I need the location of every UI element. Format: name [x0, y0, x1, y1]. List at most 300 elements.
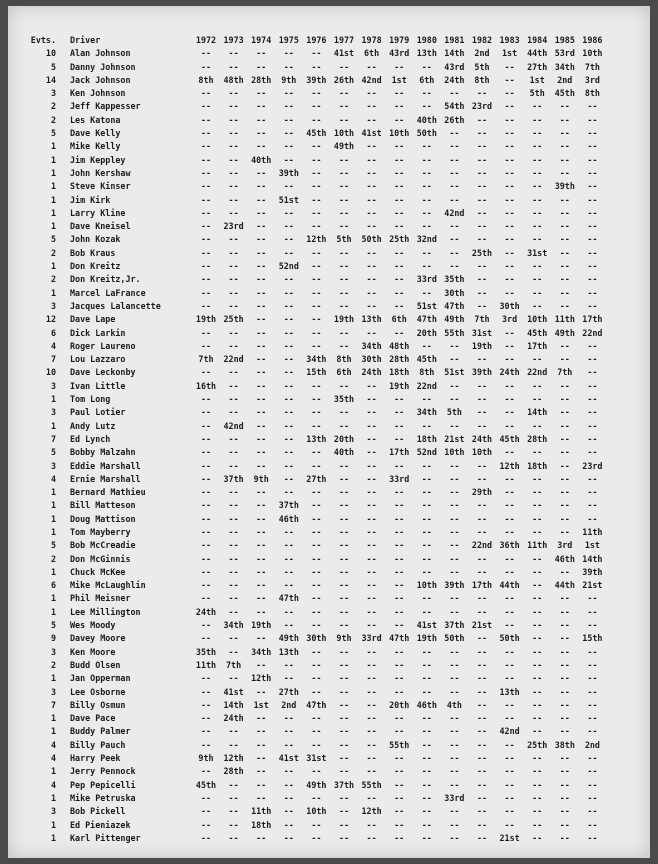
result-cell: -- — [421, 394, 432, 405]
result-cell: -- — [449, 606, 460, 617]
result-cell: -- — [338, 460, 350, 471]
result-cell: -- — [311, 606, 322, 617]
result-cell: -- — [200, 540, 212, 551]
result-cell: -- — [283, 314, 294, 325]
result-cell: -- — [256, 61, 267, 72]
result-cell: -- — [449, 420, 460, 431]
result-cell: -- — [256, 48, 267, 59]
result-cell: 19th — [471, 340, 493, 351]
result-cell: 49th — [306, 779, 327, 790]
result-cell: 42nd — [499, 726, 520, 737]
result-cell: 25th — [389, 234, 410, 245]
result-cell: -- — [283, 128, 294, 139]
result-cell: -- — [504, 713, 515, 724]
result-cell: -- — [338, 699, 350, 710]
result-cell: 25th — [527, 739, 548, 750]
results-table — [30, 34, 638, 845]
result-cell: -- — [449, 779, 460, 790]
result-cell: -- — [421, 61, 432, 72]
result-cell: -- — [532, 526, 543, 537]
result-cell: -- — [504, 407, 515, 418]
result-cell: 50th — [416, 128, 437, 139]
result-cell: -- — [587, 101, 598, 112]
result-cell: 22nd — [582, 327, 603, 338]
result-cell: -- — [449, 673, 460, 684]
result-cell: -- — [559, 128, 570, 139]
result-cell: -- — [338, 646, 350, 657]
result-cell: -- — [256, 686, 267, 697]
result-cell: 31st — [306, 753, 327, 764]
result-cell: -- — [587, 673, 598, 684]
result-cell: -- — [311, 287, 322, 298]
result-cell: -- — [476, 686, 488, 697]
result-cell: -- — [476, 354, 488, 365]
result-cell: -- — [532, 194, 543, 205]
result-cell: -- — [559, 726, 570, 737]
result-cell: -- — [311, 141, 322, 152]
result-cell: -- — [200, 553, 212, 564]
result-cell: -- — [311, 659, 322, 670]
result-cell: -- — [504, 606, 515, 617]
result-cell: 10th — [527, 314, 548, 325]
result-cell: -- — [311, 167, 322, 178]
result-cell: -- — [559, 819, 570, 830]
evts-cell: 2 — [50, 659, 56, 670]
result-cell: -- — [366, 101, 377, 112]
result-cell: -- — [476, 566, 488, 577]
result-cell: -- — [256, 766, 267, 777]
evts-cell: 2 — [50, 101, 56, 112]
result-cell: 17th — [389, 447, 410, 458]
result-cell: 30th — [444, 287, 465, 298]
driver-cell: Dave Kelly — [70, 128, 121, 139]
result-cell: -- — [559, 473, 570, 484]
result-cell: -- — [394, 580, 405, 591]
year-header: 1977 — [333, 35, 355, 45]
result-cell: -- — [283, 274, 294, 285]
result-cell: 11th — [527, 540, 548, 551]
result-cell: -- — [366, 606, 377, 617]
evts-cell: 1 — [50, 832, 56, 843]
result-cell: -- — [256, 88, 267, 99]
result-cell: -- — [476, 699, 488, 710]
result-cell: 34th — [306, 354, 327, 365]
evts-header: Evts. — [30, 35, 56, 45]
result-cell: 5th — [336, 234, 352, 245]
result-cell: -- — [366, 580, 377, 591]
result-cell: -- — [504, 88, 515, 99]
result-cell: -- — [256, 141, 267, 152]
table-row — [30, 194, 638, 207]
evts-cell: 1 — [50, 207, 56, 218]
result-cell: -- — [338, 487, 350, 498]
result-cell: -- — [256, 234, 267, 245]
table-row — [30, 273, 638, 286]
result-cell: -- — [559, 500, 570, 511]
result-cell: 37th — [223, 473, 244, 484]
result-cell: 50th — [499, 633, 520, 644]
result-cell: 43rd — [444, 61, 465, 72]
result-cell: -- — [559, 659, 570, 670]
result-cell: -- — [338, 659, 350, 670]
result-cell: -- — [200, 261, 212, 272]
result-cell: -- — [449, 753, 460, 764]
table-row — [30, 366, 638, 379]
result-cell: 6th — [364, 48, 380, 59]
result-cell: 9th — [281, 74, 297, 85]
result-cell: -- — [200, 713, 212, 724]
result-cell: 7th — [226, 659, 242, 670]
result-cell: -- — [228, 806, 239, 817]
result-cell: 19th — [333, 314, 355, 325]
result-cell: -- — [504, 207, 515, 218]
result-cell: 41st — [416, 620, 437, 631]
result-cell: 23rd — [471, 101, 493, 112]
result-cell: 35th — [444, 274, 465, 285]
result-cell: 35th — [333, 394, 355, 405]
table-row — [30, 433, 638, 446]
result-cell: -- — [228, 726, 239, 737]
result-cell: -- — [338, 766, 350, 777]
result-cell: 17th — [527, 340, 548, 351]
result-cell: 24th — [471, 433, 493, 444]
result-cell: -- — [256, 460, 267, 471]
table-row — [30, 672, 638, 685]
result-cell: -- — [449, 713, 460, 724]
result-cell: -- — [338, 207, 350, 218]
result-cell: -- — [476, 633, 488, 644]
driver-cell: Ed Lynch — [70, 433, 111, 444]
driver-cell: Karl Pittenger — [70, 832, 141, 843]
result-cell: -- — [256, 540, 267, 551]
result-cell: -- — [476, 593, 488, 604]
result-cell: -- — [394, 141, 405, 152]
table-row — [30, 167, 638, 180]
result-cell: -- — [559, 633, 570, 644]
result-cell: -- — [366, 207, 377, 218]
table-row — [30, 140, 638, 153]
result-cell: 23rd — [582, 460, 603, 471]
result-cell: -- — [228, 580, 239, 591]
result-cell: -- — [504, 646, 515, 657]
table-row — [30, 87, 638, 100]
result-cell: -- — [200, 101, 212, 112]
result-cell: -- — [283, 473, 294, 484]
result-cell: -- — [394, 114, 405, 125]
evts-cell: 1 — [50, 420, 56, 431]
result-cell: -- — [559, 673, 570, 684]
result-cell: -- — [338, 88, 350, 99]
result-cell: -- — [200, 832, 212, 843]
result-cell: -- — [394, 261, 405, 272]
result-cell: -- — [532, 221, 543, 232]
result-cell: 39th — [471, 367, 493, 378]
result-cell: -- — [504, 194, 515, 205]
result-cell: 41st — [361, 128, 382, 139]
result-cell: -- — [394, 154, 405, 165]
driver-cell: Les Katona — [70, 114, 121, 125]
result-cell: -- — [283, 540, 294, 551]
driver-cell: Jerry Pennock — [70, 766, 136, 777]
result-cell: 1st — [502, 48, 518, 59]
driver-cell: Dave Pace — [70, 713, 116, 724]
result-cell: -- — [366, 673, 377, 684]
result-cell: -- — [228, 487, 239, 498]
result-cell: -- — [311, 500, 322, 511]
result-cell: -- — [283, 234, 294, 245]
result-cell: -- — [256, 580, 267, 591]
result-cell: 18th — [416, 433, 437, 444]
table-row — [30, 686, 638, 699]
result-cell: -- — [504, 380, 515, 391]
result-cell: -- — [200, 300, 212, 311]
result-cell: 34th — [223, 620, 244, 631]
result-cell: -- — [228, 194, 239, 205]
result-cell: -- — [559, 606, 570, 617]
result-cell: 39th — [444, 580, 465, 591]
result-cell: -- — [228, 247, 239, 258]
result-cell: -- — [559, 194, 570, 205]
result-cell: 10th — [389, 128, 410, 139]
result-cell: -- — [256, 128, 267, 139]
driver-cell: Tom Long — [70, 394, 111, 405]
table-row — [30, 632, 638, 645]
result-cell: -- — [366, 646, 377, 657]
evts-cell: 2 — [50, 274, 56, 285]
result-cell: -- — [283, 154, 294, 165]
driver-cell: Jeff Kappesser — [70, 101, 141, 112]
result-cell: -- — [587, 234, 598, 245]
result-cell: 18th — [527, 460, 548, 471]
result-cell: -- — [200, 673, 212, 684]
result-cell: -- — [394, 247, 405, 258]
result-cell: 8th — [474, 74, 490, 85]
result-cell: 17th — [582, 314, 603, 325]
result-cell: 35th — [195, 646, 217, 657]
result-cell: -- — [366, 792, 377, 803]
result-cell: -- — [311, 340, 322, 351]
result-cell: -- — [476, 792, 488, 803]
result-cell: 26th — [333, 74, 355, 85]
result-cell: -- — [559, 354, 570, 365]
result-cell: -- — [256, 633, 267, 644]
result-cell: -- — [200, 167, 212, 178]
driver-cell: Alan Johnson — [70, 48, 131, 59]
result-cell: -- — [311, 48, 322, 59]
result-cell: -- — [338, 114, 350, 125]
driver-header: Driver — [70, 35, 101, 45]
result-cell: -- — [449, 500, 460, 511]
result-cell: -- — [256, 394, 267, 405]
result-cell: -- — [559, 686, 570, 697]
result-cell: -- — [476, 234, 488, 245]
result-cell: 49th — [444, 314, 465, 325]
result-cell: -- — [366, 433, 377, 444]
result-cell: -- — [366, 753, 377, 764]
result-cell: -- — [532, 420, 543, 431]
result-cell: 14th — [223, 699, 244, 710]
result-cell: -- — [228, 433, 239, 444]
evts-cell: 5 — [50, 447, 56, 458]
evts-cell: 2 — [50, 114, 56, 125]
result-cell: -- — [394, 167, 405, 178]
result-cell: -- — [532, 673, 543, 684]
table-row — [30, 446, 638, 459]
result-cell: -- — [559, 646, 570, 657]
result-cell: -- — [504, 128, 515, 139]
result-cell: 8th — [198, 74, 214, 85]
year-header: 1986 — [582, 35, 603, 45]
result-cell: 50th — [361, 234, 382, 245]
result-cell: -- — [366, 460, 377, 471]
result-cell: -- — [200, 460, 212, 471]
result-cell: -- — [311, 580, 322, 591]
result-cell: -- — [421, 766, 432, 777]
result-cell: -- — [366, 181, 377, 192]
result-cell: 14th — [582, 553, 603, 564]
result-cell: -- — [283, 792, 294, 803]
result-cell: -- — [587, 221, 598, 232]
result-cell: -- — [311, 726, 322, 737]
year-header: 1981 — [444, 35, 465, 45]
result-cell: -- — [449, 726, 460, 737]
result-cell: -- — [394, 287, 405, 298]
result-cell: -- — [559, 513, 570, 524]
result-cell: -- — [228, 593, 239, 604]
result-cell: -- — [476, 779, 488, 790]
result-cell: -- — [366, 766, 377, 777]
result-cell: -- — [504, 61, 515, 72]
result-cell: 49th — [554, 327, 575, 338]
result-cell: -- — [338, 593, 350, 604]
result-cell: -- — [338, 327, 350, 338]
driver-cell: Jim Keppley — [70, 154, 126, 165]
result-cell: -- — [311, 274, 322, 285]
result-cell: -- — [228, 553, 239, 564]
result-cell: -- — [421, 806, 432, 817]
result-cell: -- — [283, 420, 294, 431]
result-cell: -- — [256, 221, 267, 232]
result-cell: -- — [311, 407, 322, 418]
result-cell: -- — [256, 274, 267, 285]
result-cell: -- — [283, 806, 294, 817]
result-cell: -- — [366, 394, 377, 405]
result-cell: 10th — [471, 447, 493, 458]
result-cell: -- — [587, 792, 598, 803]
result-cell: -- — [587, 340, 598, 351]
result-cell: -- — [338, 101, 350, 112]
evts-cell: 1 — [50, 194, 56, 205]
result-cell: 51st — [278, 194, 299, 205]
result-cell: -- — [283, 460, 294, 471]
result-cell: -- — [256, 340, 267, 351]
result-cell: -- — [476, 274, 488, 285]
evts-cell: 10 — [45, 367, 56, 378]
result-cell: -- — [228, 234, 239, 245]
evts-cell: 4 — [50, 340, 56, 351]
table-row — [30, 340, 638, 353]
driver-cell: Chuck McKee — [70, 566, 126, 577]
table-row — [30, 127, 638, 140]
result-cell: -- — [338, 181, 350, 192]
result-cell: -- — [228, 526, 239, 537]
result-cell: -- — [366, 88, 377, 99]
result-cell: -- — [394, 500, 405, 511]
evts-cell: 5 — [50, 61, 56, 72]
result-cell: -- — [504, 287, 515, 298]
result-cell: 32nd — [416, 234, 437, 245]
evts-cell: 3 — [50, 380, 56, 391]
result-cell: 2nd — [474, 48, 490, 59]
result-cell: -- — [421, 340, 432, 351]
result-cell: -- — [587, 407, 598, 418]
result-cell: -- — [256, 447, 267, 458]
result-cell: -- — [476, 819, 488, 830]
evts-cell: 5 — [50, 128, 56, 139]
result-cell: -- — [587, 593, 598, 604]
result-cell: -- — [587, 167, 598, 178]
result-cell: -- — [366, 167, 377, 178]
result-cell: -- — [421, 101, 432, 112]
result-cell: 25th — [223, 314, 244, 325]
driver-cell: Davey Moore — [70, 633, 126, 644]
result-cell: 19th — [416, 633, 437, 644]
result-cell: -- — [200, 513, 212, 524]
result-cell: 37th — [444, 620, 465, 631]
result-cell: -- — [311, 620, 322, 631]
result-cell: -- — [504, 699, 515, 710]
result-cell: 50th — [444, 633, 465, 644]
result-cell: -- — [476, 300, 488, 311]
result-cell: -- — [338, 261, 350, 272]
result-cell: 45th — [527, 327, 548, 338]
result-cell: -- — [532, 633, 543, 644]
result-cell: -- — [200, 620, 212, 631]
result-cell: -- — [311, 832, 322, 843]
driver-cell: Bob Pickell — [70, 806, 126, 817]
driver-cell: Dave Leckonby — [70, 367, 136, 378]
result-cell: -- — [504, 181, 515, 192]
result-cell: -- — [504, 526, 515, 537]
result-cell: 16th — [195, 380, 217, 391]
result-cell: 30th — [499, 300, 520, 311]
result-cell: -- — [228, 566, 239, 577]
result-cell: 10th — [444, 447, 465, 458]
result-cell: -- — [504, 620, 515, 631]
driver-cell: Don Kreitz,Jr. — [70, 274, 141, 285]
result-cell: -- — [559, 460, 570, 471]
result-cell: -- — [200, 327, 212, 338]
result-cell: -- — [394, 553, 405, 564]
result-cell: -- — [200, 274, 212, 285]
result-cell: -- — [228, 181, 239, 192]
result-cell: -- — [366, 832, 377, 843]
result-cell: -- — [228, 460, 239, 471]
result-cell: 12th — [499, 460, 520, 471]
result-cell: -- — [587, 287, 598, 298]
evts-cell: 1 — [50, 181, 56, 192]
result-cell: 20th — [333, 433, 355, 444]
result-cell: -- — [532, 593, 543, 604]
result-cell: -- — [449, 380, 460, 391]
result-cell: 49th — [333, 141, 355, 152]
result-cell: 31st — [527, 247, 548, 258]
result-cell: -- — [476, 88, 488, 99]
result-cell: 42nd — [361, 74, 382, 85]
result-cell: -- — [421, 487, 432, 498]
result-cell: -- — [394, 194, 405, 205]
result-cell: 11th — [195, 659, 217, 670]
